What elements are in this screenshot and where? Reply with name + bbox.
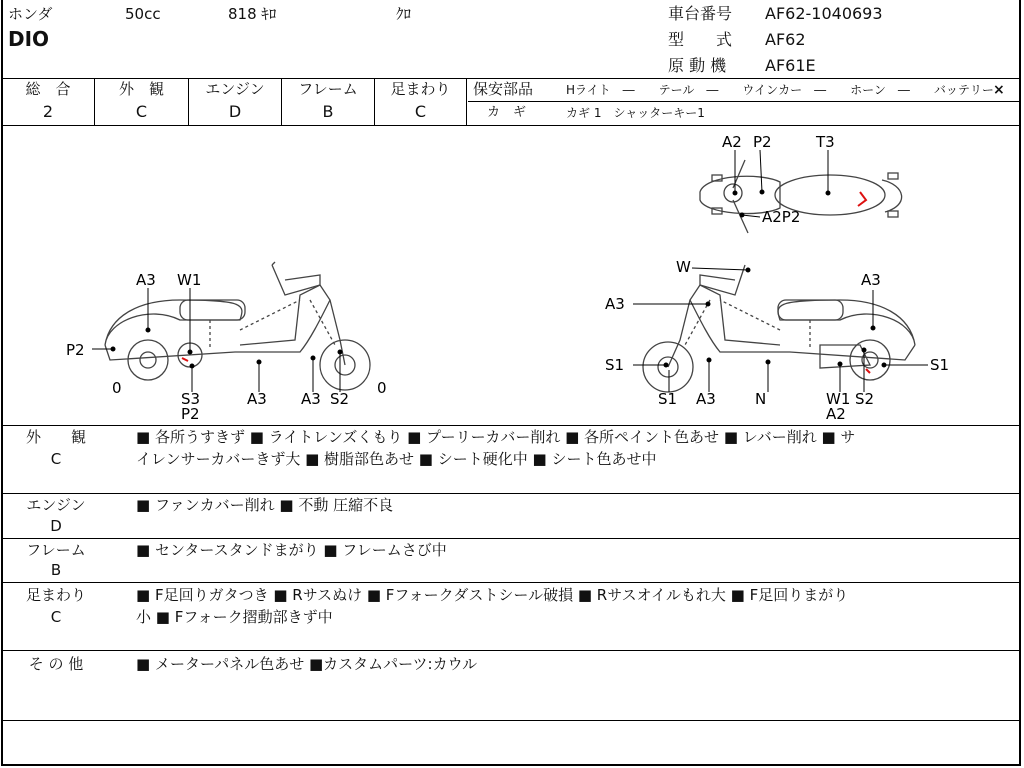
diagram-label: P2 [66,341,85,359]
engine-grade-value: D [228,102,242,121]
notes-suspension-line2: 小 ■ Fフォーク摺動部きず中 [136,608,333,626]
safety-label: 保安部品 [473,80,534,98]
total-grade-label: 総 合 [25,80,71,98]
divider [1,538,1021,539]
divider [1,582,1021,583]
notes-engine-line1: ■ ファンカバー削れ ■ 不動 圧縮不良 [136,496,394,514]
notes-frame-label: フレーム [26,541,86,559]
notes-engine-grade: D [50,517,62,535]
total-grade-value: 2 [42,102,54,121]
chassis-value: AF62-1040693 [765,4,883,23]
notes-suspension-line1: ■ F足回りガタつき ■ Rサスぬけ ■ Fフォークダストシール破損 ■ Rサスオイルもれ大 ■ F足回りまがり [136,586,849,604]
suspension-grade-value: C [414,102,427,121]
model-text: DIO [8,27,50,51]
diagram-label: W [676,258,691,276]
notes-frame-grade: B [50,561,62,579]
diagram-label: P2 [753,133,772,151]
diagram-label: S1 [605,356,625,374]
engine-model-label: 原 動 機 [668,56,727,75]
color-text: ｸﾛ [396,5,412,23]
notes-engine-label: エンジン [26,496,86,514]
divider [1,650,1021,651]
diagram-label: A3 [605,295,625,313]
diagram-label: A3 [301,390,321,408]
notes-other-label: そ の 他 [28,655,84,673]
diagram-label: T3 [816,133,835,151]
diagram-label: S2 [855,390,875,408]
diagram-label: A2 [722,133,742,151]
diagram-label: A3 [136,271,156,289]
notes-frame-line1: ■ センタースタンドまがり ■ フレームさび中 [136,541,447,559]
frame-grade-value: B [322,102,334,121]
type-label: 型 式 [668,30,733,49]
exterior-grade-label: 外 観 [118,80,164,98]
diagram-label: 0 [112,379,122,397]
notes-exterior-label: 外 観 [25,428,86,446]
diagram-label: S1 [930,356,950,374]
diagram-label: A2P2 [762,208,801,226]
engine-model-value: AF61E [765,56,816,75]
displacement-text: 50cc [125,5,161,23]
divider [1,720,1021,721]
diagram-label: S3 [181,390,201,408]
notes-exterior-grade: C [50,450,62,468]
diagram-label: A2 [826,405,846,423]
notes-exterior-line2: イレンサーカバーきず大 ■ 樹脂部色あせ ■ シート硬化中 ■ シート色あせ中 [136,450,657,468]
diagram-label: W1 [177,271,202,289]
engine-grade-label: エンジン [205,80,265,98]
divider [1,425,1021,426]
notes-suspension-grade: C [50,608,62,626]
diagram-label: S1 [658,390,678,408]
diagram-label: 0 [377,379,387,397]
diagram-label: P2 [181,405,200,423]
divider [1,493,1021,494]
key-value: カギ 1 シャッターキー1 [566,106,705,120]
mileage-text: 818 ｷﾛ [228,5,277,23]
safety-items: Hライト ― テール ― ウインカー ― ホーン ― バッテリー [566,83,994,97]
type-value: AF62 [765,30,806,49]
frame-grade-label: フレーム [298,80,358,98]
diagram-label: N [755,390,767,408]
top-view-outline [700,160,902,233]
battery-mark: × [993,82,1005,98]
maker-text: ホンダ [8,5,53,23]
notes-other-line1: ■ メーターパネル色あせ ■カスタムパーツ:カウル [136,655,478,673]
diagram-label: A3 [696,390,716,408]
diagram-label: A3 [247,390,267,408]
suspension-grade-label: 足まわり [390,80,451,98]
diagram-label: A3 [861,271,881,289]
notes-suspension-label: 足まわり [25,586,86,604]
diagram-label: W1 [826,390,851,408]
notes-exterior-line1: ■ 各所うすきず ■ ライトレンズくもり ■ プーリーカバー削れ ■ 各所ペイント色あせ ■ レバー削れ ■ サ [136,428,856,446]
key-label: カ ギ [487,105,527,120]
diagram-label: S2 [330,390,350,408]
exterior-grade-value: C [135,102,148,121]
chassis-label: 車台番号 [668,4,733,23]
